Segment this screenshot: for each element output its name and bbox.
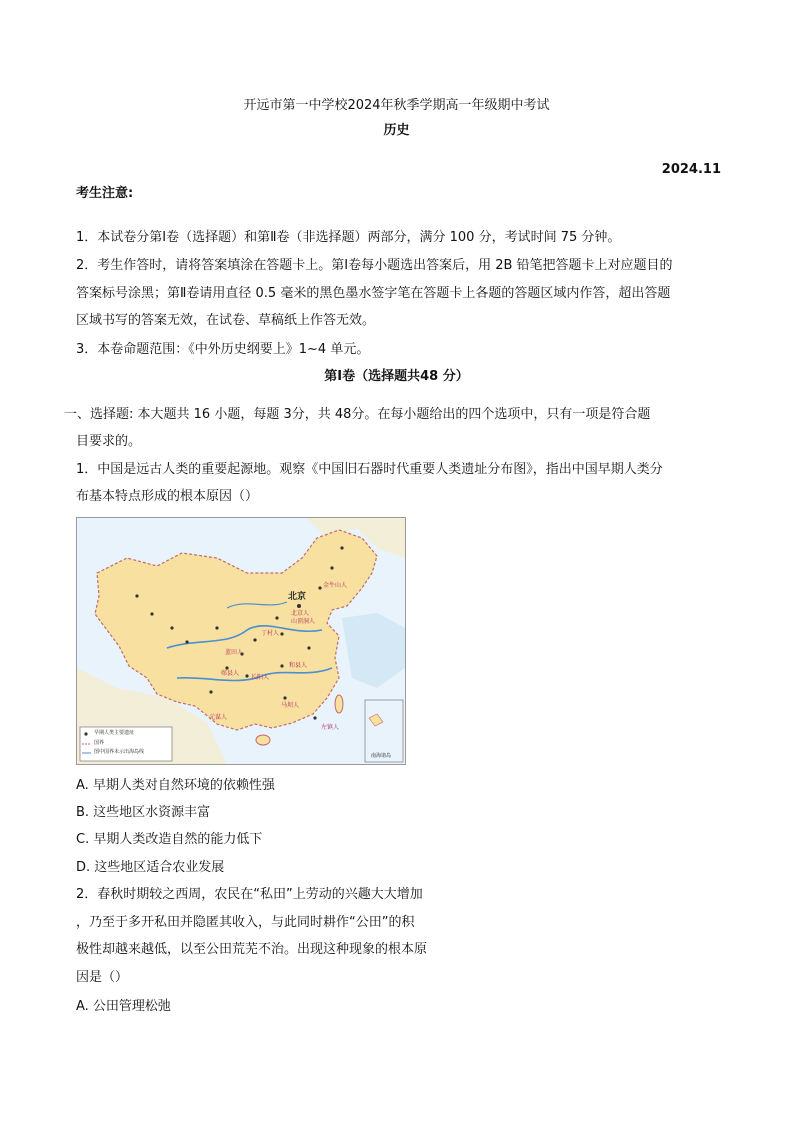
notice-item-2-cont-1: 答案标号涂黑；第Ⅱ卷请用直径 0.5 毫米的黑色墨水签字笔在答题卡上各题的答题区域内作答，超出答题 [76,286,671,301]
section1-instructions-2: 目要求的。 [76,434,142,449]
map-site-label: 丁村人 [261,630,280,637]
q1-option-a: A. 早期人类对自然环境的依赖性强 [76,778,275,793]
map-legend-item: 早期人类主要遗址 [94,730,135,736]
q1-stem-2: 布基本特点形成的根本原因（） [76,489,259,504]
china-paleolithic-sites-map [76,517,406,765]
map-site-label: 和县人 [289,662,308,669]
q1-option-d: D. 这些地区适合农业发展 [76,860,225,875]
q1-option-b: B. 这些地区水资源丰富 [76,805,211,820]
map-site-label: 长阳人 [251,674,270,681]
notice-item-3: 3．本卷命题范围：《中外历史纲要上》1~4 单元。 [76,342,370,357]
q2-option-a: A. 公田管理松弛 [76,999,171,1014]
notice-item-2-cont-2: 区域书写的答案无效，在试卷、草稿纸上作答无效。 [76,313,376,328]
map-city-label: 北京 [288,592,307,602]
map-site-label: 金牛山人 [323,582,348,589]
q2-stem-4: 因是（） [76,970,129,985]
section1-heading: 第Ⅰ卷（选择题共48 分） [324,369,469,384]
q2-stem-2: ，乃至于多开私田并隐匿其收入，与此同时耕作“公田”的积 [76,915,415,930]
exam-subject: 历史 [383,123,410,138]
map-inset-label: 南海诸岛 [371,753,392,759]
map-site-label: 北京人 [291,610,310,617]
map-site-label: 郧县人 [221,670,240,677]
exam-title: 开远市第一中学校2024年秋季学期高一年级期中考试 [243,98,550,113]
exam-date: 2024.11 [661,162,721,177]
map-svg [77,518,405,764]
map-site-label: 山顶洞人 [291,618,316,625]
map-site-label: 左镇人 [321,724,340,731]
map-site-label: 马坝人 [281,702,300,709]
map-site-label: 元谋人 [209,714,228,721]
map-site-label: 蓝田人 [225,649,244,656]
section1-instructions-1: 一、选择题: 本大题共 16 小题，每题 3分，共 48分。在每小题给出的四个选项中，只有一项是符合题 [64,407,651,422]
q2-stem-1: 2．春秋时期较之西周，农民在“私田”上劳动的兴趣大大增加 [76,887,423,902]
q2-stem-3: 极性却越来越低，以至公田荒芜不治。出现这种现象的根本原 [76,942,428,957]
notice-heading: 考生注意: [76,186,134,201]
q1-option-c: C. 早期人类改造自然的能力低下 [76,832,263,847]
map-legend-item: 图中国界未示出海岛线 [94,749,145,755]
notice-item-2: 2．考生作答时，请将答案填涂在答题卡上。第Ⅰ卷每小题选出答案后，用 2B 铅笔把答题卡上对应题目的 [76,258,673,273]
q1-stem-1: 1．中国是远古人类的重要起源地。观察《中国旧石器时代重要人类遗址分布图》，指出中国早期人类分 [76,462,663,477]
map-legend-item: 国界 [94,740,105,746]
notice-item-1: 1．本试卷分第Ⅰ卷（选择题）和第Ⅱ卷（非选择题）两部分，满分 100 分，考试时间 75 分钟。 [76,230,621,245]
